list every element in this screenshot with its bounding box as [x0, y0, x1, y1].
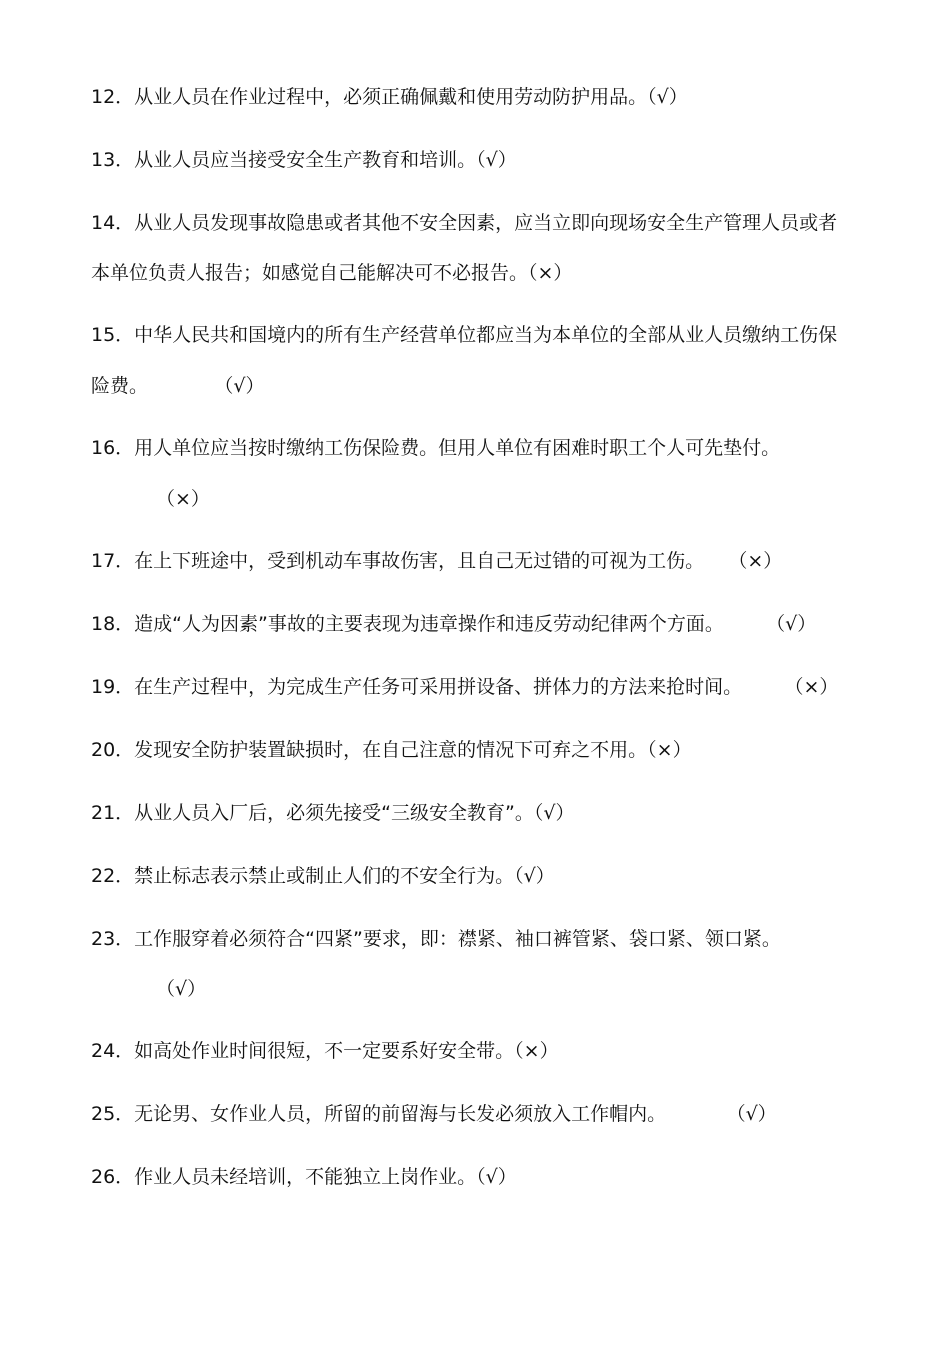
- question-16-answer: （×）: [156, 488, 210, 510]
- question-23: 23．工作服穿着必须符合“四紧”要求，即：襟紧、袖口裤管紧、袋口紧、领口紧。: [91, 928, 781, 950]
- question-14-continuation: 本单位负责人报告；如感觉自己能解决可不必报告。（×）: [91, 262, 573, 284]
- question-18: 18．造成“人为因素”事故的主要表现为违章操作和违反劳动纪律两个方面。 （√）: [91, 613, 817, 635]
- question-19: 19．在生产过程中，为完成生产任务可采用拼设备、拼体力的方法来抢时间。 （×）: [91, 676, 839, 698]
- question-23-answer: （√）: [156, 978, 207, 1000]
- question-22: 22．禁止标志表示禁止或制止人们的不安全行为。（√）: [91, 865, 555, 887]
- question-26: 26．作业人员未经培训，不能独立上岗作业。（√）: [91, 1166, 517, 1188]
- question-13: 13．从业人员应当接受安全生产教育和培训。（√）: [91, 149, 517, 171]
- question-15-continuation: 险费。 （√）: [91, 375, 265, 397]
- question-12: 12．从业人员在作业过程中，必须正确佩戴和使用劳动防护用品。（√）: [91, 86, 688, 108]
- question-17: 17．在上下班途中，受到机动车事故伤害，且自己无过错的可视为工伤。 （×）: [91, 550, 783, 572]
- question-15: 15．中华人民共和国境内的所有生产经营单位都应当为本单位的全部从业人员缴纳工伤保: [91, 324, 838, 346]
- question-16: 16．用人单位应当按时缴纳工伤保险费。但用人单位有困难时职工个人可先垫付。: [91, 437, 781, 459]
- question-20: 20．发现安全防护装置缺损时，在自己注意的情况下可弃之不用。（×）: [91, 739, 692, 761]
- question-21: 21．从业人员入厂后，必须先接受“三级安全教育”。（√）: [91, 802, 575, 824]
- question-14: 14．从业人员发现事故隐患或者其他不安全因素，应当立即向现场安全生产管理人员或者: [91, 212, 838, 234]
- question-24: 24．如高处作业时间很短，不一定要系好安全带。（×）: [91, 1040, 559, 1062]
- question-25: 25．无论男、女作业人员，所留的前留海与长发必须放入工作帽内。 （√）: [91, 1103, 777, 1125]
